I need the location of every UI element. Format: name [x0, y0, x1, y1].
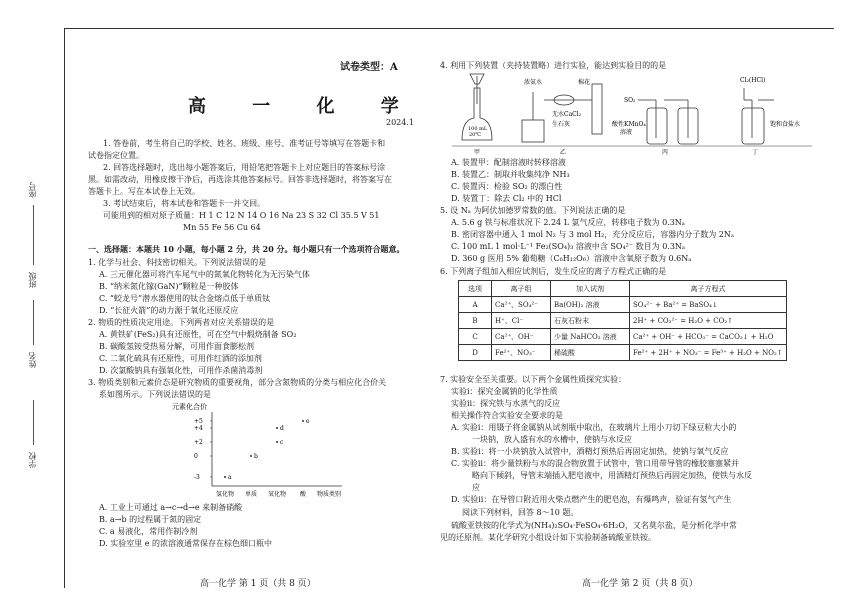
q7-option-d: D. 实验ⅱ：在导管口附近用火柴点燃产生的肥皂泡，有爆鸣声，验证有氢气产生 [451, 495, 732, 504]
label-solution: 溶液 [620, 129, 633, 136]
side-field-seat-line [33, 205, 34, 235]
label-bing: 丙 [662, 149, 669, 156]
q1-option-b: B. “纳米氮化镓(GaN)”颗粒是一种胶体 [99, 282, 239, 291]
apparatus-yi [522, 78, 602, 142]
side-field-school-line [33, 400, 34, 445]
instruction-2b: 黑。如需改动，用橡皮擦干净后，再选涂其他答案标号。回答非选择题时，将答案写在 [88, 175, 392, 184]
q4-option-d: D. 装置丁：除去 Cl₂ 中的 HCl [451, 194, 562, 203]
chart-point-label: b [254, 453, 258, 460]
chart-ylabel: 元素化合价 [172, 403, 207, 411]
q7-option-c: C. 实验ⅱ：将少量铁粉与水的混合物放置于试管中，管口用带导管的橡胶塞塞紧并 [451, 459, 740, 468]
side-field-seat: 座号 [28, 182, 37, 198]
page-title: 高 一 化 学 [188, 96, 419, 117]
x-category-label: 单质 [244, 491, 258, 498]
label-lime: 生石灰 [552, 121, 571, 128]
table-cell: Ba(OH)₂ 溶液 [551, 297, 630, 313]
chart-point-label: c [280, 439, 284, 446]
chart-point [276, 441, 278, 443]
chart-point-label: d [280, 425, 284, 432]
x-category-label: 氢化物 [215, 491, 235, 498]
flask-volume: 100 mL [468, 126, 488, 132]
table-cell: 2H⁺ + CO₃²⁻ = H₂O + CO₂↑ [630, 313, 787, 329]
table-cell: A [459, 297, 492, 313]
x-category-label: 物质类别 [316, 491, 342, 498]
reading-material-2: 见的还原剂。某化学研究小组设计如下实验制备硫酸亚铁铵。 [440, 533, 656, 542]
q1-option-d: D. “长征火箭”的动力源于氧化还原反应 [99, 306, 239, 315]
chart-point [276, 427, 278, 429]
table-cell: Fe²⁺ + 2H⁺ + NO₃⁻ = Fe³⁺ + H₂O + NO₂↑ [630, 345, 787, 361]
footer-left: 高一化学 第 1 页（共 8 页） [200, 579, 316, 589]
q3-stem: 3. 物质类别和元素价态是研究物质的重要视角，部分含氮物质的分类与相应化合价关 [88, 378, 387, 387]
q5-option-d: D. 360 g 医用 5% 葡萄糖（C₆H₁₂O₆）溶液中含氧原子数为 0.6Nₐ [451, 254, 692, 263]
label-so2: SO₂ [624, 97, 636, 104]
instruction-2: 2. 回答选择题时，选出每小题答案后，用铅笔把答题卡上对应题目的答案标号涂 [103, 163, 386, 172]
atomic-masses-2: Mn 55 Fe 56 Cu 64 [183, 223, 261, 232]
q4-option-a: A. 装置甲：配制溶液时转移溶液 [451, 158, 566, 167]
table-cell: B [459, 313, 492, 329]
label-cotton: 棉花 [578, 79, 591, 86]
flask-temp: 20℃ [469, 132, 481, 138]
q7-ask: 相关操作符合实验安全要求的是 [451, 411, 563, 420]
table-header: 离子方程式 [630, 281, 787, 297]
table-cell: 稀硫酸 [551, 345, 630, 361]
q5-option-b: B. 密闭容器中通入 1 mol N₂ 与 3 mol H₂，充分反应后，容器内分子数为 2Nₐ [451, 230, 734, 239]
footer-right: 高一化学 第 2 页（共 8 页） [582, 579, 698, 589]
side-field-class: 班级 [28, 272, 37, 288]
q7-option-a2: 一块钠，放入盛有水的水槽中，使钠与水反应 [472, 435, 632, 444]
table-row [459, 329, 787, 345]
q1-option-c: C. “蛟龙号”潜水器使用的钛合金熔点低于单质钛 [99, 294, 271, 303]
apparatus-jia [462, 74, 492, 140]
label-yi: 乙 [560, 149, 567, 156]
q4-stem: 4. 利用下列装置（夹持装置略）进行实验，能达到实验目的的是 [440, 61, 667, 70]
table-cell: Ca²⁺ + OH⁻ + HCO₃⁻ = CaCO₃↓ + H₂O [630, 329, 787, 345]
table-cell: Ca²⁺、SO₄²⁻ [492, 297, 551, 313]
q3-option-b: B. a→b 的过程属于氮的固定 [99, 515, 202, 524]
label-cacl2: 无水CaCl₂ [552, 111, 582, 118]
chart-point [250, 455, 252, 457]
q4-option-c: C. 装置丙：检验 SO₂ 的漂白性 [451, 182, 563, 191]
section-1-heading: 一、选择题：本题共 10 小题，每小题 2 分，共 20 分。每小题只有一个选项符合题意。 [88, 244, 405, 254]
label-kmno4: 酸性KMnO₄ [612, 121, 646, 128]
instruction-1: 1. 答卷前，考生将自己的学校、姓名、班级、座号、准考证号等填写在答题卡和 [103, 139, 386, 148]
q1-option-a: A. 三元催化器可将汽车尾气中的氮氧化物转化为无污染气体 [99, 270, 310, 279]
label-ammonia: 浓氨水 [524, 79, 543, 86]
instruction-2c: 答题卡上。写在本试卷上无效。 [88, 187, 200, 196]
apparatus-ding [740, 77, 800, 144]
q2-option-a: A. 黄铁矿(FeS₂)具有还原性，可在空气中煅烧制备 SO₂ [99, 330, 297, 339]
apparatus-bing [612, 97, 698, 144]
q3-stem-2: 系如图所示。下列说法错误的是 [99, 390, 211, 399]
table-cell: D [459, 345, 492, 361]
binding-line [64, 28, 65, 588]
y-tick-label: +2 [194, 439, 203, 446]
table-row [459, 313, 787, 329]
y-tick-label: +5 [194, 418, 203, 425]
reading-material-1: 硫酸亚铁铵的化学式为(NH₄)₂SO₄·FeSO₄·6H₂O，又名莫尔盐，是分析化学中常 [451, 521, 737, 530]
q7-option-c2: 略向下倾斜，导管末端插入肥皂液中，用酒精灯预热后再固定加热，使铁与水反 [472, 471, 752, 480]
q7-option-b: B. 实验ⅰ：将一小块钠放入试管中，酒精灯预热后再固定加热，使钠与氧气反应 [451, 447, 729, 456]
table-cell: 石灰石粉末 [551, 313, 630, 329]
q2-option-b: B. 碳酸氢铵受热易分解，可用作面食膨松剂 [99, 342, 254, 351]
table-header-row [459, 281, 787, 297]
label-brine: 饱和食盐水 [770, 121, 801, 128]
table-row [459, 297, 787, 313]
instruction-1b: 试卷指定位置。 [88, 151, 144, 160]
chart-point [302, 420, 304, 422]
chart-point-label: e [306, 418, 310, 425]
exam-date: 2024.1 [386, 118, 414, 127]
q2-stem: 2. 物质的性质决定用途。下列两者对应关系错误的是 [88, 318, 275, 327]
q3-option-c: C. a 易液化，常用作制冷剂 [99, 527, 198, 536]
q6-table [458, 280, 787, 361]
q7-option-a: A. 实验ⅰ：用镊子将金属钠从试剂瓶中取出，在玻璃片上用小刀切下绿豆粒大小的 [451, 423, 737, 432]
header-rule [64, 28, 834, 29]
side-field-name: 姓名 [28, 352, 37, 368]
table-header: 加入试剂 [551, 281, 630, 297]
table-header: 离子组 [492, 281, 551, 297]
q3-option-d: D. 实验室里 e 的浓溶液通常保存在棕色细口瓶中 [99, 539, 273, 548]
q7-exp-i: 实验ⅰ：探究金属钠的化学性质 [451, 387, 558, 396]
y-tick-label: -3 [194, 474, 200, 481]
q5-option-a: A. 5.6 g 铁与标准状况下 2.24 L 氯气反应，转移电子数为 0.3Nₐ [451, 218, 685, 227]
table-cell: H⁺、Cl⁻ [492, 313, 551, 329]
label-jia: 甲 [474, 149, 481, 156]
exam-type: 试卷类型：A [340, 62, 398, 73]
side-field-name-line [33, 300, 34, 345]
table-header: 选项 [459, 281, 492, 297]
table-row [459, 345, 787, 361]
q7-stem: 7. 实验安全至关重要。以下两个金属性质探究实验： [440, 375, 627, 384]
q2-option-d: D. 次氯酸钠具有强氧化性，可用作杀菌消毒剂 [99, 366, 263, 375]
q5-stem: 5. 设 Nₐ 为阿伏加德罗常数的值。下列说法正确的是 [440, 206, 626, 215]
q3-option-a: A. 工业上可通过 a→c→d→e 来制备硝酸 [99, 503, 243, 512]
label-cl2hcl: Cl₂(HCl) [740, 77, 766, 84]
instruction-3: 3. 考试结束后，将本试卷和答题卡一并交回。 [103, 199, 266, 208]
q2-option-c: C. 二氧化硫具有还原性，可用作红酒的添加剂 [99, 354, 262, 363]
label-ding: 丁 [752, 149, 759, 156]
table-cell: Fe²⁺、NO₃⁻ [492, 345, 551, 361]
q4-option-b: B. 装置乙：制取并收集纯净 NH₃ [451, 170, 570, 179]
side-field-school: 学校 [28, 452, 37, 468]
chart-point [224, 476, 226, 478]
nitrogen-valence-chart [170, 400, 350, 500]
table-cell: SO₄²⁻ + Ba²⁺ = BaSO₄↓ [630, 297, 787, 313]
q7-option-c3: 应 [472, 483, 480, 492]
y-tick-label: 0 [194, 453, 198, 460]
atomic-masses: 可能用到的相对原子质量：H 1 C 12 N 14 O 16 Na 23 S 32 Cl 35.5 V 51 [103, 211, 380, 220]
table-cell: 少量 NaHCO₃ 溶液 [551, 329, 630, 345]
q7-exp-ii: 实验ⅱ：探究铁与水蒸气的反应 [451, 399, 561, 408]
table-cell: C [459, 329, 492, 345]
x-category-label: 氧化物 [267, 491, 287, 498]
q5-option-c: C. 100 mL 1 mol·L⁻¹ Fe₂(SO₄)₃ 溶液中含 SO₄²⁻ 数目为 0.3Nₐ [451, 242, 686, 251]
q1-stem: 1. 化学与社会、科技密切相关。下列说法错误的是 [88, 258, 267, 267]
q4-apparatus [452, 70, 834, 156]
q6-stem: 6. 下列离子组加入相应试剂后，发生反应的离子方程式正确的是 [440, 267, 667, 276]
reading-intro: 阅读下列材料，回答 8～10 题。 [462, 508, 579, 517]
chart-point-label: a [228, 474, 232, 481]
y-tick-label: +4 [194, 425, 203, 432]
table-cell: Ca²⁺、OH⁻ [492, 329, 551, 345]
x-category-label: 酸 [299, 491, 307, 498]
